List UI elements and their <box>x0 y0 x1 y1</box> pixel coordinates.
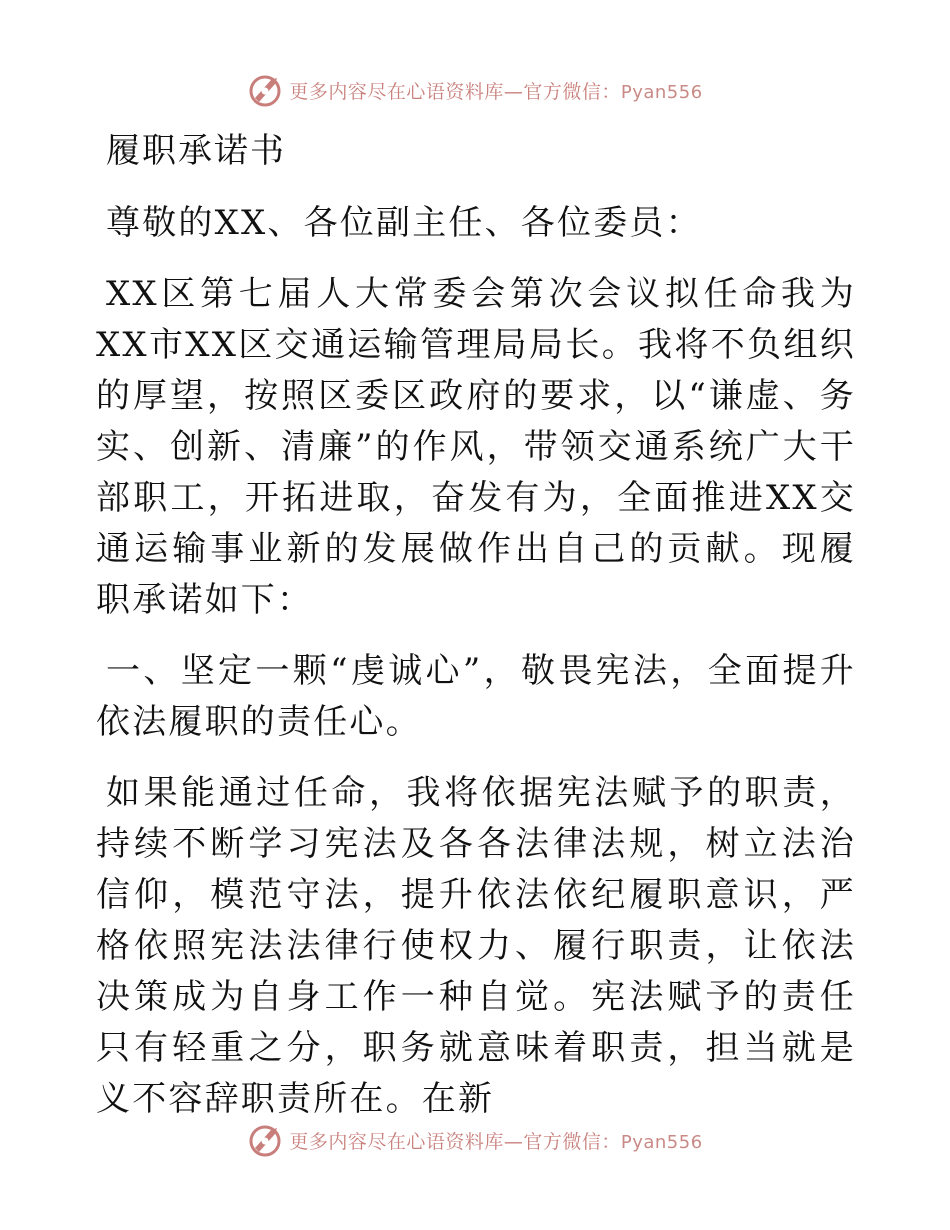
footer-watermark <box>0 1118 950 1162</box>
watermark-text: 更多内容尽在心语资料库—官方微信：Pyan556 <box>289 80 703 103</box>
pen-nib-circle-icon <box>247 1122 283 1158</box>
body-paragraph: XX区第七届人大常委会第次会议拟任命我为XX市XX区交通运输管理局局长。我将不负组织的厚望，按照区委区政府的要求，以“谦虚、务实、创新、清廉”的作风，带领交通系统广大干部职工，开拓进取，奋发有为，全面推进XX交通运输事业新的发展做作出自己的贡献。现履职承诺如下： <box>96 274 856 620</box>
section-heading-paragraph: 一、坚定一颗“虔诚心”，敬畏宪法，全面提升依法履职的责任心。 <box>96 651 856 742</box>
document-title: 履职承诺书 <box>106 131 286 171</box>
salutation-paragraph: 尊敬的XX、各位副主任、各位委员： <box>106 203 702 243</box>
body-paragraph: 如果能通过任命，我将依据宪法赋予的职责，持续不断学习宪法及各各法律法规，树立法治信仰，模范守法，提升依法依纪履职意识，严格依照宪法法律行使权力、履行职责，让依法决策成为自身工作一种自觉。宪法赋予的责任只有轻重之分，职务就意味着职责，担当就是义不容辞职责所在。在新 <box>96 773 856 1119</box>
header-watermark <box>0 68 950 112</box>
watermark-text: 更多内容尽在心语资料库—官方微信：Pyan556 <box>289 1130 703 1153</box>
document-body <box>96 122 856 1125</box>
pen-nib-circle-icon <box>247 72 283 108</box>
